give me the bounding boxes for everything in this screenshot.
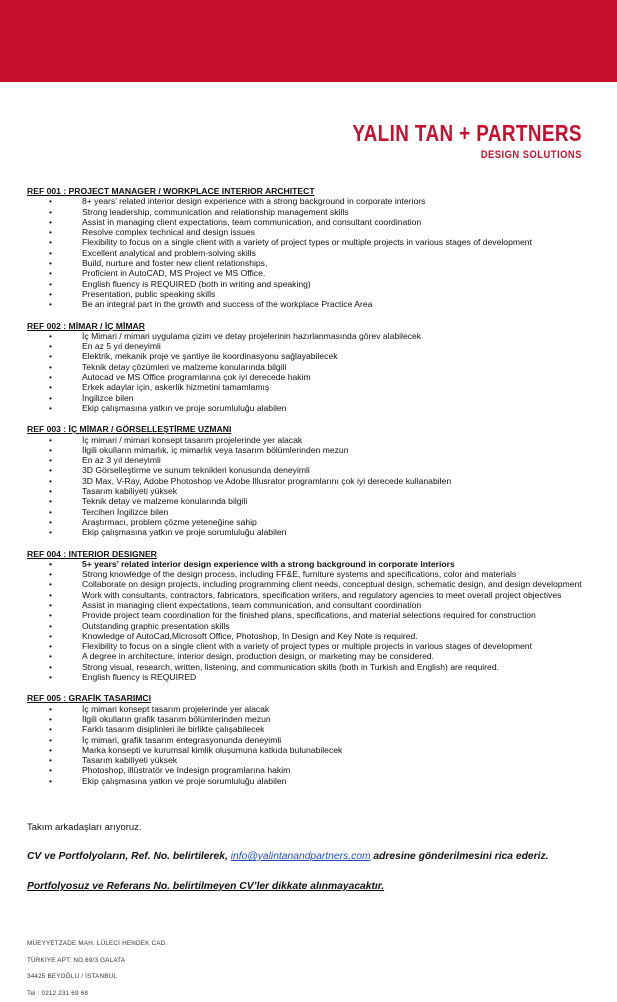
list-item: • Marka konsepti ve kurumsal kimlik oluşumuna katkıda bulunabilecek <box>27 745 607 755</box>
list-item: • İlgili okulların grafik tasarım bölümlerinden mezun <box>27 714 607 724</box>
list-item: • 8+ years’ related interior design experience with a strong background in corporate interiors <box>27 196 607 206</box>
list-item: • Assist in managing client expectations, team communication, and consultant coordination <box>27 600 607 610</box>
list-item: • 3D Max, V-Ray, Adobe Photoshop ve Adobe Illusrator programlarını çok iyi derecede kullanabilen <box>27 476 607 486</box>
list-item: • Tasarım kabiliyeti yüksek <box>27 755 607 765</box>
list-item: • Resolve complex technical and design issues <box>27 227 607 237</box>
list-item: • Knowledge of AutoCad,Microsoft Office, Photoshop, In Design and Key Note is required. <box>27 631 607 641</box>
section-title: REF 003 : İÇ MİMAR / GÖRSELLEŞTİRME UZMANI <box>27 424 607 434</box>
phone-number: Tel : 0212.231 69 68 <box>27 986 167 1002</box>
header-red-band <box>0 0 617 82</box>
section-title: REF 005 : GRAFİK TASARIMCI <box>27 693 607 703</box>
list-item: • Photoshop, illüstratör ve Indesign programlarına hakim <box>27 765 607 775</box>
job-section-ref-003 <box>27 424 607 537</box>
list-item: • Autocad ve MS Office programlarına çok iyi derecede hakim <box>27 372 607 382</box>
list-item: • Work with consultants, contractors, fabricators, specification writers, and regulatory agencies to meet overall project objectives <box>27 590 607 600</box>
list-item: • Erkek adaylar için, askerlik hizmetini tamamlamış <box>27 382 607 392</box>
list-item: • Strong visual, research, written, listening, and communication skills (both in Turkish and English) are required. <box>27 662 607 672</box>
logo-subtitle: DESIGN SOLUTIONS <box>344 149 582 161</box>
cv-instructions-prefix: CV ve Portfolyoların, Ref. No. belirtilerek, <box>27 851 231 862</box>
list-item: • İç Mimari / mimari uygulama çizim ve detay projelerinin hazırlanmasında görev alabilecek <box>27 331 607 341</box>
list-item: • Farklı tasarım disiplinleri ile birlikte çalışabilecek <box>27 724 607 734</box>
list-item: • En az 3 yıl deneyimli <box>27 455 607 465</box>
list-item: • Ekip çalışmasına yatkın ve proje sorumluluğu alabilen <box>27 403 607 413</box>
list-item: • Tercihen İngilizce bilen <box>27 507 607 517</box>
list-item: • Flexibility to focus on a single client with a variety of project types or multiple projects in various stages of development <box>27 237 607 247</box>
job-section-ref-001 <box>27 186 607 310</box>
list-item: • Elektrik, mekanik proje ve şantiye ile koordinasyonu sağlayabilecek <box>27 351 607 361</box>
company-logo <box>302 120 582 161</box>
list-item: • En az 5 yıl deneyimli <box>27 341 607 351</box>
list-item: • İngilizce bilen <box>27 393 607 403</box>
list-item: • İç mimari konsept tasarım projelerinde yer alacak <box>27 704 607 714</box>
list-item: • Outstanding graphic presentation skills <box>27 621 607 631</box>
list-item: • Flexibility to focus on a single client with a variety of project types or multiple projects in various stages of development <box>27 641 607 651</box>
list-item: • Ekip çalışmasına yatkın ve proje sorumluluğu alabilen <box>27 527 607 537</box>
job-section-ref-002 <box>27 321 607 414</box>
list-item: • English fluency is REQUIRED <box>27 672 607 682</box>
list-item: • Proficient in AutoCAD, MS Project ve MS Office. <box>27 268 607 278</box>
list-item: • Be an integral part in the growth and success of the workplace Practice Area <box>27 299 607 309</box>
list-item: • 5+ years’ related interior design experience with a strong background in corporate interiors <box>27 559 607 569</box>
logo-title: YALIN TAN + PARTNERS <box>353 120 582 147</box>
list-item: • İlgili okulların mimarlık, iç mimarlık veya tasarım bölümlerinden mezun <box>27 445 607 455</box>
job-section-ref-004 <box>27 549 607 683</box>
list-item: • Excellent analytical and problem-solving skills <box>27 248 607 258</box>
cv-instructions <box>27 851 549 862</box>
address-line: MÜEYYETZADE MAH. LÜLECİ HENDEK CAD. <box>27 936 167 953</box>
list-item: • Provide project team coordination for the finished plans, specifications, and material selections required for construction <box>27 610 607 620</box>
job-section-ref-005 <box>27 693 607 786</box>
address-line: TÜRKİYE APT. NO.69/3 GALATA <box>27 953 167 970</box>
team-note: Takım arkadaşları arıyoruz. <box>27 822 142 833</box>
list-item: • Assist in managing client expectations, team communication, and consultant coordination <box>27 217 607 227</box>
list-item: • Build, nurture and foster new client relationships, <box>27 258 607 268</box>
cv-instructions-suffix: adresine gönderilmesini rica ederiz. <box>371 851 549 862</box>
footer-address <box>27 936 167 1002</box>
address-line: 34425 BEYOĞLU / İSTANBUL <box>27 969 167 986</box>
section-title: REF 001 : PROJECT MANAGER / WORKPLACE INTERIOR ARCHITECT <box>27 186 607 196</box>
list-item: • Strong leadership, communication and relationship management skills <box>27 207 607 217</box>
list-item: • Araştırmacı, problem çözme yeteneğine sahip <box>27 517 607 527</box>
list-item: • İç mimari / mimari konsept tasarım projelerinde yer alacak <box>27 435 607 445</box>
list-item: • İç mimari, grafik tasarım entegrasyonunda deneyimli <box>27 735 607 745</box>
list-item: • Presentation, public speaking skills <box>27 289 607 299</box>
list-item: • English fluency is REQUIRED (both in writing and speaking) <box>27 279 607 289</box>
list-item: • A degree in architecture, interior design, production design, or marketing may be considered. <box>27 651 607 661</box>
section-title: REF 002 : MİMAR / İÇ MİMAR <box>27 321 607 331</box>
list-item: • Ekip çalışmasına yatkın ve proje sorumluluğu alabilen <box>27 776 607 786</box>
list-item: • Tasarım kabiliyeti yüksek <box>27 486 607 496</box>
list-item: • 3D Görselleştirme ve sunum teknikleri konusunda deneyimli <box>27 465 607 475</box>
list-item: • Teknik detay çözümleri ve malzeme konularında bilgili <box>27 362 607 372</box>
list-item: • Strong knowledge of the design process, including FF&E, furniture systems and specifications, color and materials <box>27 569 607 579</box>
section-title: REF 004 : INTERIOR DESIGNER <box>27 549 607 559</box>
job-listings <box>27 186 607 797</box>
list-item: • Collaborate on design projects, including programming client needs, conceptual design, schematic design, and design development <box>27 579 607 589</box>
list-item: • Teknik detay ve malzeme konularında bilgili <box>27 496 607 506</box>
email-link[interactable]: info@yalintanandpartners.com <box>231 851 371 862</box>
warning-note: Portfolyosuz ve Referans No. belirtilmeyen CV’ler dikkate alınmayacaktır. <box>27 881 384 892</box>
